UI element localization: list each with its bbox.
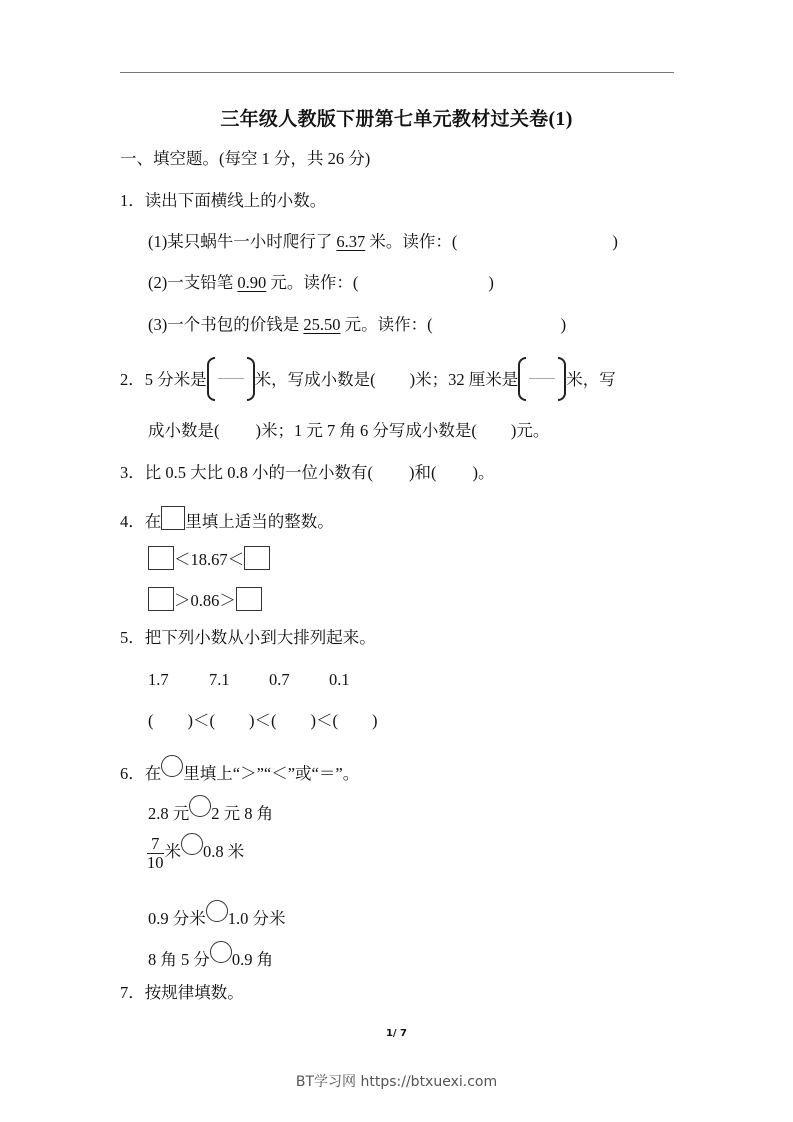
fraction-line xyxy=(526,357,558,401)
question-6-row-1 xyxy=(148,795,273,825)
question-text: 米，写成小数是( xyxy=(254,370,376,389)
circle-icon xyxy=(161,755,183,777)
question-5-order xyxy=(148,710,378,732)
paren-close: ) xyxy=(372,711,378,730)
compare-left: 0.9 分米 xyxy=(148,909,206,928)
question-1-item-1 xyxy=(148,231,618,253)
number-item: 7.1 xyxy=(209,670,230,689)
question-text: )。 xyxy=(472,463,495,482)
item-text: 元。读作：( xyxy=(266,273,359,292)
inequality-text: ＜18.67＜ xyxy=(174,550,245,569)
title-text: 三年级人教版下册第七单元教材过关卷 xyxy=(220,108,549,130)
question-text: 在 xyxy=(144,764,162,783)
question-text: 在 xyxy=(144,512,162,531)
compare-left: 2.8 元 xyxy=(148,804,190,823)
question-number: 5． xyxy=(120,628,145,647)
question-text: 成小数是( xyxy=(148,421,220,440)
left-bracket xyxy=(207,357,215,401)
question-1-item-3 xyxy=(148,314,566,336)
compare-right: 1.0 分米 xyxy=(227,909,286,928)
underlined-decimal: 0.90 xyxy=(237,273,267,292)
question-6-row-4 xyxy=(148,941,273,971)
question-3 xyxy=(120,462,495,484)
compare-right: 0.8 米 xyxy=(203,842,245,861)
item-text: 米。读作：( xyxy=(365,232,458,251)
question-number: 7． xyxy=(120,983,145,1002)
question-text: 按规律填数。 xyxy=(144,983,244,1002)
question-text: )和( xyxy=(409,463,437,482)
question-2-line-1 xyxy=(120,355,616,404)
less-than-separator: )＜( xyxy=(310,711,338,730)
paren-open: ( xyxy=(148,711,154,730)
left-bracket xyxy=(518,357,526,401)
circle-answer[interactable] xyxy=(189,795,211,817)
less-than-separator: )＜( xyxy=(187,711,215,730)
fraction-line xyxy=(215,357,247,401)
question-4-row-1 xyxy=(148,546,270,571)
question-1-prompt xyxy=(120,190,326,212)
compare-left: 8 角 5 分 xyxy=(148,950,210,969)
number-item: 1.7 xyxy=(148,670,169,689)
question-text: 里填上“＞”“＜”或“＝”。 xyxy=(183,764,360,783)
compare-right: 0.9 角 xyxy=(231,950,274,969)
square-answer-box[interactable] xyxy=(244,546,270,570)
question-6-row-3 xyxy=(148,900,286,930)
question-number: 1． xyxy=(120,191,145,210)
item-text: (3)一个书包的价钱是 xyxy=(148,315,304,334)
number-item: 0.1 xyxy=(329,670,350,689)
question-text: 里填上适当的整数。 xyxy=(185,512,334,531)
title-suffix: (1) xyxy=(548,108,573,130)
compare-left: 米 xyxy=(164,842,181,861)
fraction-blank-2[interactable] xyxy=(518,355,566,403)
question-5-numbers xyxy=(148,669,350,691)
circle-answer[interactable] xyxy=(206,900,228,922)
question-4-row-2 xyxy=(148,587,262,612)
underlined-decimal: 6.37 xyxy=(336,232,366,251)
circle-answer[interactable] xyxy=(210,941,232,963)
square-answer-box[interactable] xyxy=(236,587,262,611)
question-text: 把下列小数从小到大排列起来。 xyxy=(144,628,376,647)
compare-right: 2 元 8 角 xyxy=(211,804,274,823)
square-answer-box[interactable] xyxy=(148,546,174,570)
question-number: 6． xyxy=(120,764,145,783)
page-number: 1/ 7 xyxy=(385,1028,408,1039)
question-5-prompt xyxy=(120,627,376,649)
less-than-separator: )＜( xyxy=(249,711,277,730)
denominator: 10 xyxy=(147,852,164,872)
right-bracket xyxy=(247,357,255,401)
question-2-line-2 xyxy=(148,420,549,442)
question-text: 5 分米是 xyxy=(144,370,207,389)
question-4-prompt xyxy=(120,506,334,533)
paren-close: ) xyxy=(612,232,618,251)
square-icon xyxy=(161,506,185,530)
fraction-blank-1[interactable] xyxy=(207,355,255,403)
question-text: 比 0.5 大比 0.8 小的一位小数有( xyxy=(144,463,373,482)
paren-close: ) xyxy=(488,273,494,292)
numerator: 7 xyxy=(147,835,164,854)
paren-close: ) xyxy=(560,315,567,334)
question-7-prompt xyxy=(120,982,244,1004)
question-number: 3． xyxy=(120,463,145,482)
underlined-decimal: 25.50 xyxy=(303,315,341,334)
question-1-item-2 xyxy=(148,272,494,294)
header-rule xyxy=(120,72,674,73)
circle-answer[interactable] xyxy=(181,833,203,855)
question-text: 读出下面横线上的小数。 xyxy=(144,191,327,210)
item-text: 元。读作：( xyxy=(340,315,433,334)
item-text: (1)某只蜗牛一小时爬行了 xyxy=(148,232,337,251)
item-text: (2)一支铅笔 xyxy=(148,273,238,292)
question-number: 4． xyxy=(120,512,145,531)
question-text: )元。 xyxy=(510,421,550,440)
number-item: 0.7 xyxy=(269,670,290,689)
question-text: 米，写 xyxy=(566,370,616,389)
page-title xyxy=(0,104,793,131)
square-answer-box[interactable] xyxy=(148,587,174,611)
watermark: BT学习网 https://btxuexi.com xyxy=(295,1074,498,1090)
section-heading: 一、填空题。(每空 1 分，共 26 分) xyxy=(120,149,371,168)
fraction xyxy=(147,835,164,872)
question-number: 2． xyxy=(120,370,145,389)
question-6-prompt xyxy=(120,755,359,785)
question-6-row-2 xyxy=(147,832,244,872)
question-text: )米；1 元 7 角 6 分写成小数是( xyxy=(255,421,477,440)
question-text: )米；32 厘米是 xyxy=(409,370,519,389)
inequality-text: ＞0.86＞ xyxy=(174,591,236,610)
